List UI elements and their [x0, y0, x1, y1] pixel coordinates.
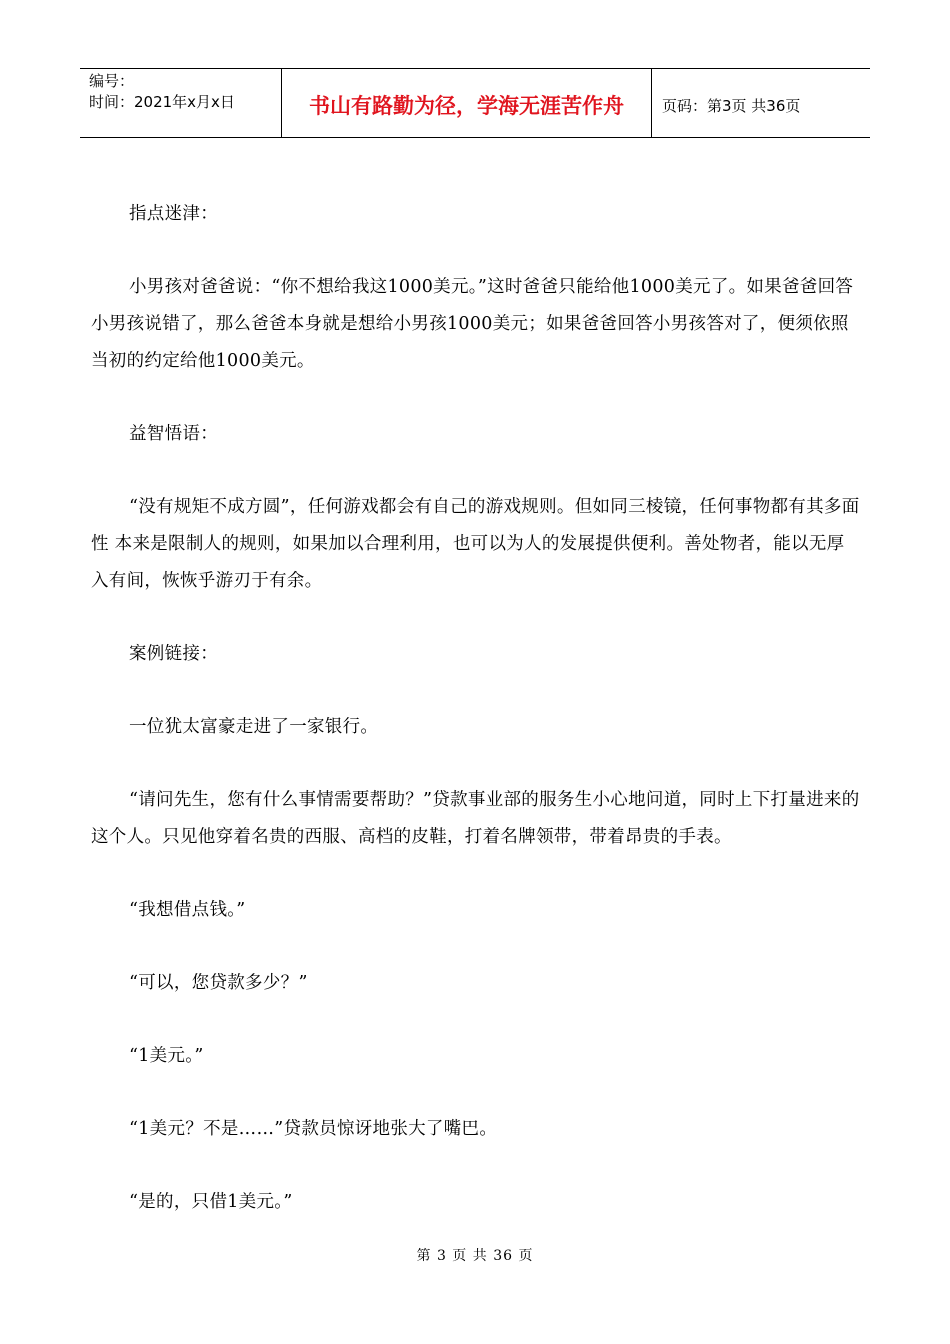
dialogue-line: “是的，只借1美元。” — [129, 1192, 293, 1212]
header-meta — [80, 69, 282, 137]
header-page-info: 页码：第3页 共36页 — [662, 96, 801, 115]
dialogue-line: “我想借点钱。” — [129, 900, 246, 920]
body-paragraph: 小男孩对爸爸说：“你不想给我这1000美元。”这时爸爸只能给他1000美元了。如果爸爸回答小男孩说错了，那么爸爸本身就是想给小男孩1000美元；如果爸爸回答小男孩答对了，便须依照当初的约定给他1000美元。 — [91, 277, 854, 371]
dialogue-line: “可以，您贷款多少？” — [129, 973, 308, 993]
document-date-label: 时间：2021年x月x日 — [89, 93, 235, 111]
document-body — [91, 196, 861, 1257]
page-footer: 第 3 页 共 36 页 — [416, 1248, 534, 1264]
body-paragraph: “没有规矩不成方圆”，任何游戏都会有自己的游戏规则。但如同三棱镜，任何事物都有其多面性 本来是限制人的规则，如果加以合理利用，也可以为人的发展提供便利。善处物者，能以无厚入有间，恢恢乎游刃于有余。 — [91, 497, 860, 591]
body-paragraph: “请问先生，您有什么事情需要帮助？”贷款事业部的服务生小心地问道，同时上下打量进来的这个人。只见他穿着名贵的西服、高档的皮鞋，打着名牌领带，带着昂贵的手表。 — [91, 790, 860, 847]
page-header — [80, 68, 870, 138]
section-heading: 益智悟语： — [129, 424, 218, 444]
section-heading: 案例链接： — [129, 644, 218, 664]
body-paragraph: 一位犹太富豪走进了一家银行。 — [129, 717, 379, 737]
section-heading: 指点迷津： — [129, 204, 218, 224]
dialogue-line: “1美元。” — [129, 1046, 204, 1066]
dialogue-line: “1美元？不是……”贷款员惊讶地张大了嘴巴。 — [129, 1119, 498, 1139]
document-number-label: 编号： — [89, 72, 135, 90]
header-motto: 书山有路勤为径，学海无涯苦作舟 — [282, 69, 652, 137]
